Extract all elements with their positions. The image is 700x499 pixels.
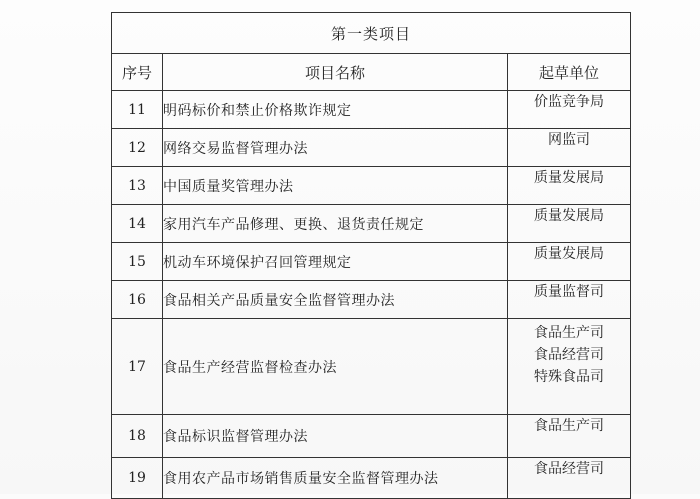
row-unit — [508, 319, 631, 415]
unit-line: 食品经营司 — [534, 461, 604, 477]
table-row — [112, 205, 631, 243]
row-seq: 14 — [112, 205, 163, 243]
table-row — [112, 458, 631, 499]
table-row — [112, 281, 631, 319]
row-seq: 17 — [112, 319, 163, 415]
row-seq: 19 — [112, 458, 163, 499]
unit-line: 价监竞争局 — [534, 94, 604, 110]
row-unit — [508, 243, 631, 281]
row-seq: 12 — [112, 129, 163, 167]
row-seq: 13 — [112, 167, 163, 205]
table-row — [112, 243, 631, 281]
row-name: 机动车环境保护召回管理规定 — [163, 243, 508, 281]
table-header-row — [112, 54, 631, 91]
unit-line: 食品生产司 — [534, 325, 604, 341]
unit-line: 质量监督司 — [534, 284, 604, 300]
table-caption-row — [112, 13, 631, 54]
unit-line: 特殊食品司 — [534, 369, 604, 385]
unit-line: 质量发展局 — [534, 170, 604, 186]
table-row — [112, 91, 631, 129]
row-unit — [508, 458, 631, 499]
row-name: 网络交易监督管理办法 — [163, 129, 508, 167]
row-name: 明码标价和禁止价格欺诈规定 — [163, 91, 508, 129]
unit-line: 质量发展局 — [534, 246, 604, 262]
row-name: 中国质量奖管理办法 — [163, 167, 508, 205]
row-seq: 15 — [112, 243, 163, 281]
row-unit — [508, 129, 631, 167]
table-row — [112, 129, 631, 167]
header-unit: 起草单位 — [508, 54, 631, 91]
unit-line: 质量发展局 — [534, 208, 604, 224]
row-name: 食用农产品市场销售质量安全监督管理办法 — [163, 458, 508, 499]
header-name: 项目名称 — [163, 54, 508, 91]
table-row — [112, 319, 631, 415]
table-row — [112, 167, 631, 205]
header-seq: 序号 — [112, 54, 163, 91]
unit-line: 食品经营司 — [534, 347, 604, 363]
row-unit — [508, 205, 631, 243]
row-name: 食品标识监督管理办法 — [163, 415, 508, 458]
row-seq: 18 — [112, 415, 163, 458]
row-unit — [508, 91, 631, 129]
row-seq: 11 — [112, 91, 163, 129]
table-row — [112, 415, 631, 458]
project-table — [111, 12, 631, 499]
table-caption: 第一类项目 — [112, 13, 631, 54]
row-name: 食品相关产品质量安全监督管理办法 — [163, 281, 508, 319]
unit-line: 网监司 — [548, 132, 590, 148]
row-seq: 16 — [112, 281, 163, 319]
row-unit — [508, 167, 631, 205]
row-unit — [508, 281, 631, 319]
row-name: 家用汽车产品修理、更换、退货责任规定 — [163, 205, 508, 243]
unit-line: 食品生产司 — [534, 418, 604, 434]
row-name: 食品生产经营监督检查办法 — [163, 319, 508, 415]
row-unit — [508, 415, 631, 458]
